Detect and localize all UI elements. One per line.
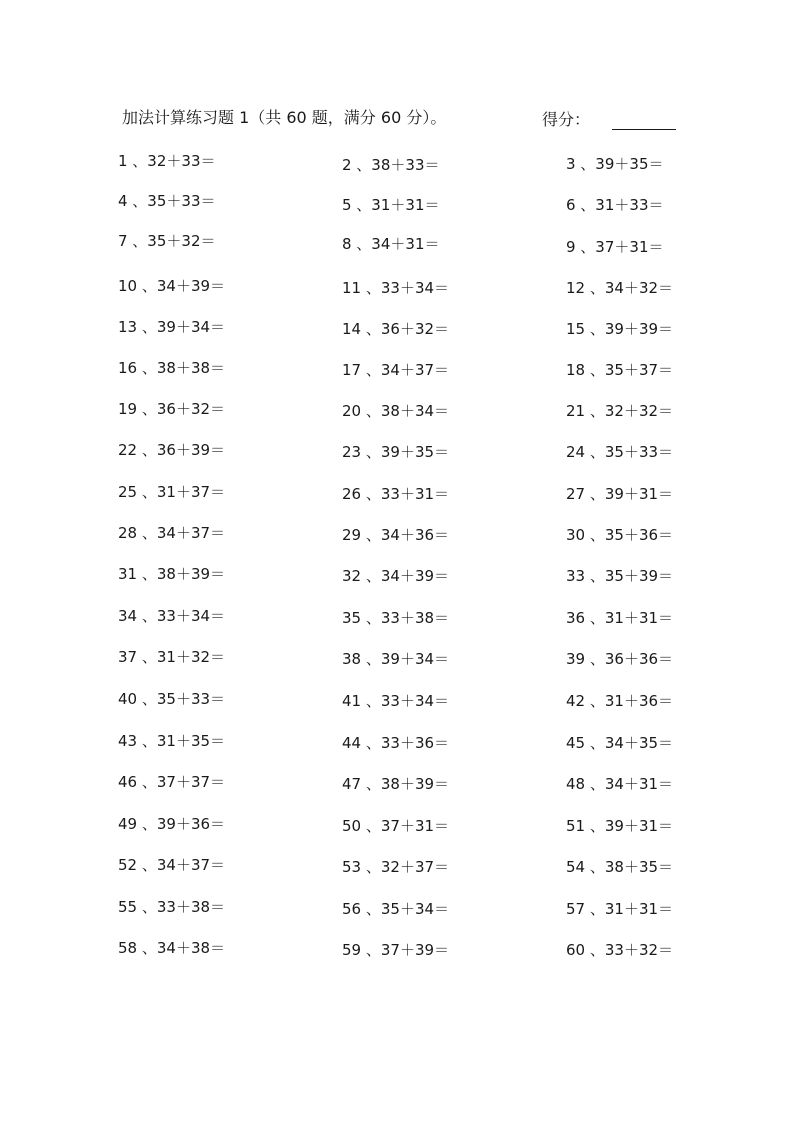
problem-10: 10 、34＋39＝ [118,277,226,295]
problem-36: 36 、31＋31＝ [566,609,674,627]
problem-15: 15 、39＋39＝ [566,320,674,338]
problem-6: 6 、31＋33＝ [566,196,664,214]
problem-12: 12 、34＋32＝ [566,279,674,297]
problem-20: 20 、38＋34＝ [342,402,450,420]
problem-58: 58 、34＋38＝ [118,939,226,957]
problem-13: 13 、39＋34＝ [118,318,226,336]
problem-31: 31 、38＋39＝ [118,565,226,583]
problem-49: 49 、39＋36＝ [118,815,226,833]
problem-47: 47 、38＋39＝ [342,775,450,793]
problem-38: 38 、39＋34＝ [342,650,450,668]
problem-3: 3 、39＋35＝ [566,155,664,173]
problem-59: 59 、37＋39＝ [342,941,450,959]
worksheet-title: 加法计算练习题 1（共 60 题，满分 60 分）。 [122,108,447,127]
problem-35: 35 、33＋38＝ [342,609,450,627]
problem-45: 45 、34＋35＝ [566,734,674,752]
problem-44: 44 、33＋36＝ [342,734,450,752]
problem-51: 51 、39＋31＝ [566,817,674,835]
problem-37: 37 、31＋32＝ [118,648,226,666]
problem-33: 33 、35＋39＝ [566,567,674,585]
problem-32: 32 、34＋39＝ [342,567,450,585]
problem-29: 29 、34＋36＝ [342,526,450,544]
problem-30: 30 、35＋36＝ [566,526,674,544]
problem-40: 40 、35＋33＝ [118,690,226,708]
problem-54: 54 、38＋35＝ [566,858,674,876]
problem-16: 16 、38＋38＝ [118,359,226,377]
problem-43: 43 、31＋35＝ [118,732,226,750]
problem-34: 34 、33＋34＝ [118,607,226,625]
problem-28: 28 、34＋37＝ [118,524,226,542]
problem-5: 5 、31＋31＝ [342,196,440,214]
problem-46: 46 、37＋37＝ [118,773,226,791]
problem-4: 4 、35＋33＝ [118,192,216,210]
problem-22: 22 、36＋39＝ [118,441,226,459]
problem-24: 24 、35＋33＝ [566,443,674,461]
problem-8: 8 、34＋31＝ [342,235,440,253]
problem-14: 14 、36＋32＝ [342,320,450,338]
problem-1: 1 、32＋33＝ [118,152,216,170]
problem-18: 18 、35＋37＝ [566,361,674,379]
problem-57: 57 、31＋31＝ [566,900,674,918]
problem-39: 39 、36＋36＝ [566,650,674,668]
problem-26: 26 、33＋31＝ [342,485,450,503]
problem-50: 50 、37＋31＝ [342,817,450,835]
problem-55: 55 、33＋38＝ [118,898,226,916]
problem-19: 19 、36＋32＝ [118,400,226,418]
problem-25: 25 、31＋37＝ [118,483,226,501]
problem-42: 42 、31＋36＝ [566,692,674,710]
problem-56: 56 、35＋34＝ [342,900,450,918]
problem-2: 2 、38＋33＝ [342,156,440,174]
problem-17: 17 、34＋37＝ [342,361,450,379]
problem-41: 41 、33＋34＝ [342,692,450,710]
score-label: 得分： [542,110,591,129]
problem-53: 53 、32＋37＝ [342,858,450,876]
problem-60: 60 、33＋32＝ [566,941,674,959]
problem-21: 21 、32＋32＝ [566,402,674,420]
problem-27: 27 、39＋31＝ [566,485,674,503]
problem-11: 11 、33＋34＝ [342,279,450,297]
problem-7: 7 、35＋32＝ [118,232,216,250]
problem-9: 9 、37＋31＝ [566,238,664,256]
problem-52: 52 、34＋37＝ [118,856,226,874]
problem-48: 48 、34＋31＝ [566,775,674,793]
problem-23: 23 、39＋35＝ [342,443,450,461]
